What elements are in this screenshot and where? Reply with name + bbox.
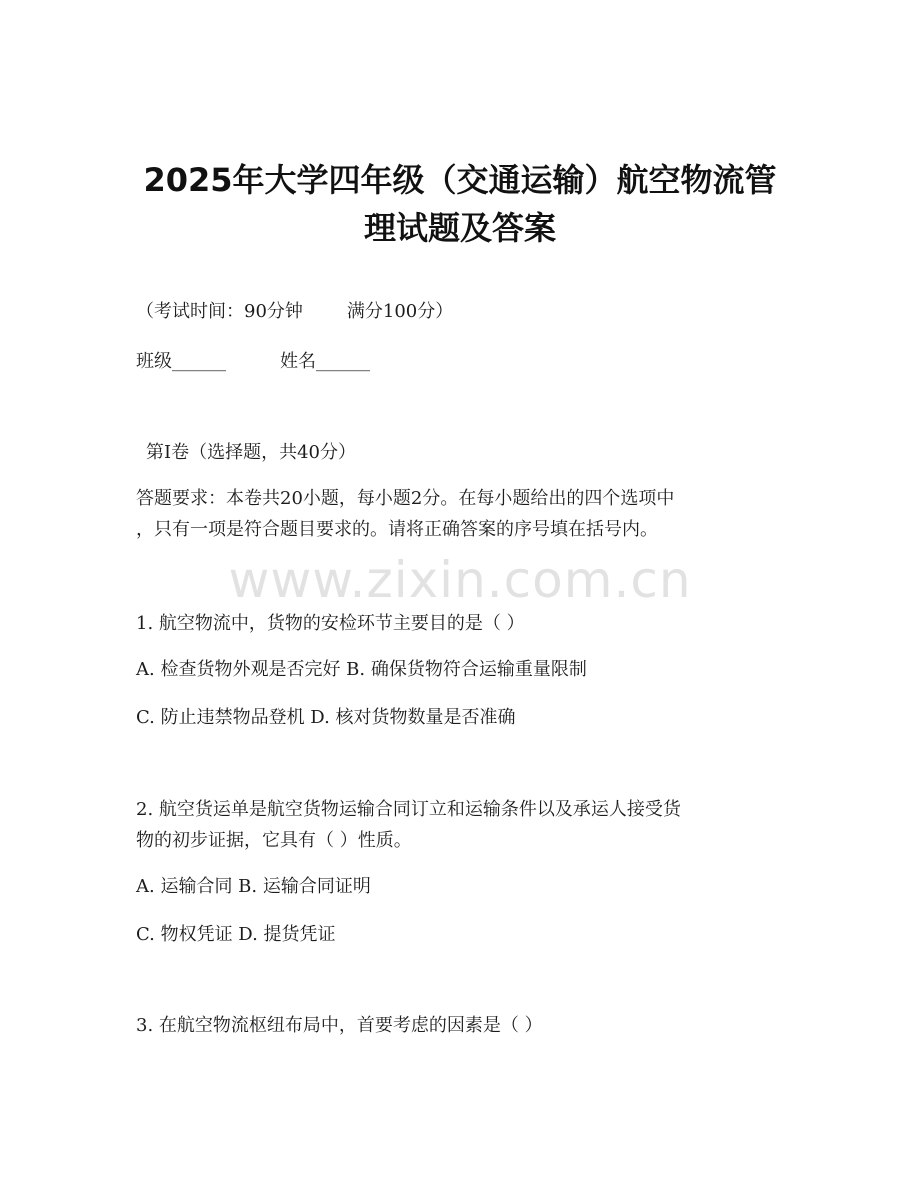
question-2-options-ab: A. 运输合同 B. 运输合同证明	[136, 876, 371, 897]
exam-time: （考试时间：90分钟	[136, 301, 303, 322]
section-heading: 第I卷（选择题，共40分）	[146, 442, 357, 463]
question-1-options-ab: A. 检查货物外观是否完好 B. 确保货物符合运输重量限制	[136, 659, 587, 680]
question-2-options-cd: C. 物权凭证 D. 提货凭证	[136, 924, 336, 945]
class-field: 班级______	[136, 351, 226, 372]
instructions-line-2: ，只有一项是符合题目要求的。请将正确答案的序号填在括号内。	[136, 519, 658, 540]
question-1-stem: 1. 航空物流中，货物的安检环节主要目的是（ ）	[136, 613, 525, 634]
exam-info	[136, 298, 453, 326]
question-2-stem-line-1: 2. 航空货运单是航空货物运输合同订立和运输条件以及承运人接受货	[136, 799, 681, 820]
instructions-line-1: 答题要求：本卷共20小题，每小题2分。在每小题给出的四个选项中	[136, 488, 675, 509]
question-2-stem-line-2: 物的初步证据，它具有（ ）性质。	[136, 830, 412, 851]
exam-full-score: 满分100分）	[346, 301, 454, 322]
watermark: www.zixin.com.cn	[228, 551, 692, 609]
exam-title-line-1: 2025年大学四年级（交通运输）航空物流管	[143, 161, 777, 199]
question-3-stem: 3. 在航空物流枢纽布局中，首要考虑的因素是（ ）	[136, 1015, 543, 1036]
exam-title-line-2: 理试题及答案	[363, 209, 556, 247]
student-fields	[136, 348, 370, 376]
name-field: 姓名______	[280, 351, 370, 372]
question-1-options-cd: C. 防止违禁物品登机 D. 核对货物数量是否准确	[136, 707, 516, 728]
